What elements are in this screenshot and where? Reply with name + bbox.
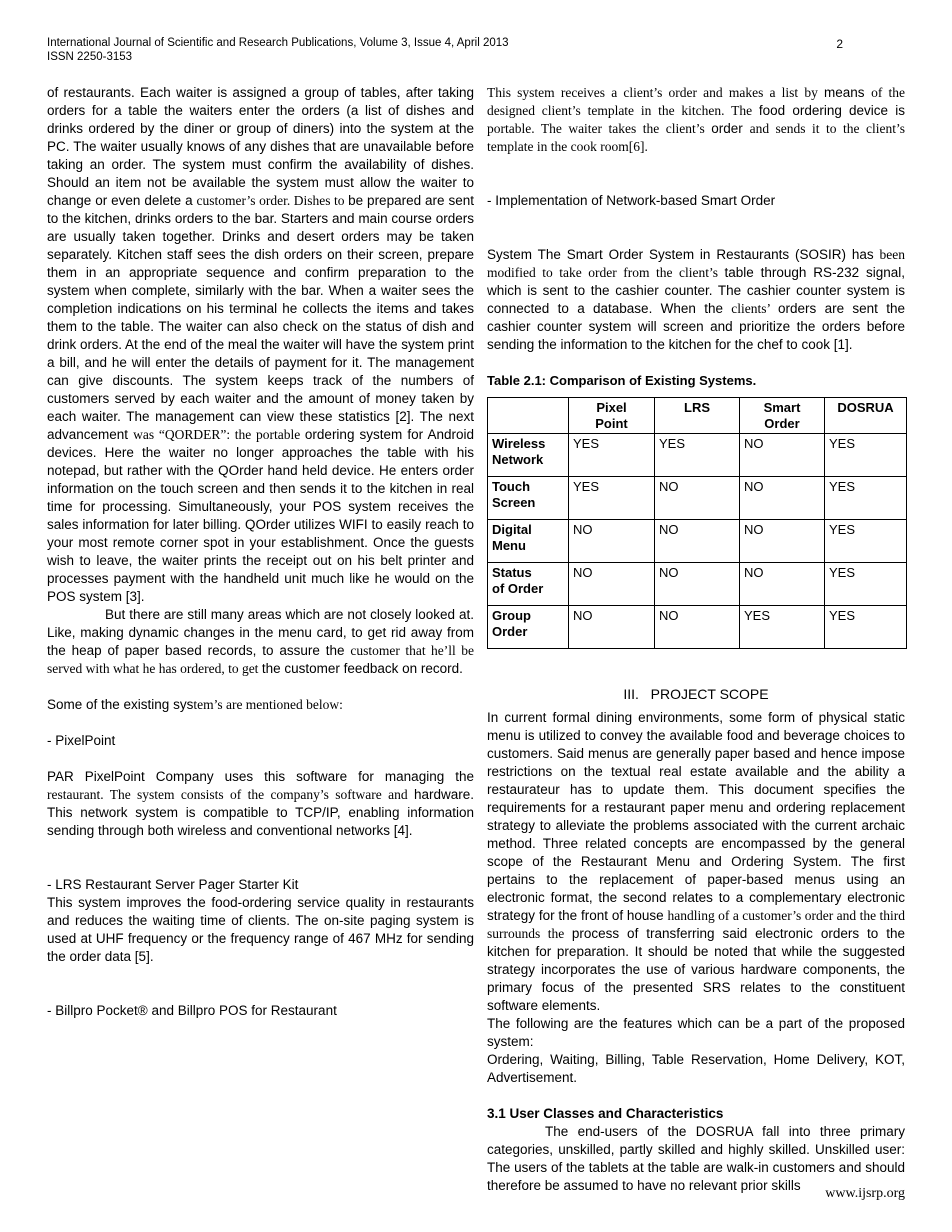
table-header-cell: LRS (655, 398, 740, 434)
table-row (488, 477, 907, 520)
text-run: The following are the features which can be a part of the proposed system: (487, 1016, 905, 1049)
text-run: hardware. This network system is compatible to TCP/IP, enabling information sending through both wireless and conventional networks [4]. (47, 787, 474, 838)
text-run: - Billpro Pocket® and Billpro POS for Restaurant (47, 1003, 337, 1018)
table-cell: NO (569, 563, 655, 606)
table-cell: NO (655, 520, 740, 563)
list-item-billpro (47, 1002, 474, 1020)
right-column (487, 84, 905, 1195)
text-run: been modified to take order from the client’s (487, 247, 905, 280)
table-cell: NO (655, 606, 740, 649)
table-header-cell: Smart Order (740, 398, 825, 434)
table-cell: NO (740, 563, 825, 606)
table-cell: YES (825, 477, 907, 520)
text-run: Table 2.1: Comparison of Existing Systems. (487, 373, 757, 388)
text-run: portable. The waiter takes the client’s (487, 121, 712, 136)
text-run: process of transferring said electronic orders to the kitchen for preparation. It should be noted that while the suggested strategy incorporates the use of various hardware components, the primary focus of the presented SRS relates to the constituent software elements. (487, 926, 905, 1013)
list-item-pixelpoint (47, 732, 474, 750)
section-heading-project-scope (487, 685, 905, 703)
paragraph-project-scope (487, 709, 905, 1015)
table-cell: YES (825, 563, 907, 606)
text-run: ordering system for Android devices. Here the waiter no longer approaches the table with his notepad, but rather with the QOrder hand held device. He enters order information on the touch screen and then sends it to the kitchen in real time for processing. Simultaneously, your POS system receives the sales information for later billing. QOrder utilizes WIFI to easily reach to your most remote corner spot in your establishment. Once the guests wish to leave, the waiter prints the receipt out on his belt printer and processes payment with the handheld unit much like he would on the POS system [3]. (47, 427, 474, 604)
list-item-smart-order (487, 192, 905, 210)
text-run: - PixelPoint (47, 733, 116, 748)
table-row-label: Digital Menu (488, 520, 569, 563)
page-number: 2 (836, 37, 843, 51)
text-run: tem’s are mentioned below: (193, 697, 343, 712)
text-run: This system improves the food-ordering service quality in restaurants and reduces the waiting time of clients. The on-site paging system is used at UHF frequency or the frequency range of 467 MHz for sending the order data [5]. (47, 895, 474, 964)
text-run: food ordering device is (758, 103, 905, 118)
paragraph-user-classes (487, 1123, 905, 1195)
table-cell: NO (569, 520, 655, 563)
subsection-heading-user-classes (487, 1105, 905, 1123)
text-run: III. PROJECT SCOPE (623, 686, 769, 702)
text-run: handling of a customer’s order and the third surrounds the (487, 908, 905, 941)
paragraph-pixelpoint-system (47, 84, 474, 606)
text-run: - LRS Restaurant Server Pager Starter Kit (47, 877, 299, 892)
paragraph-features-list (487, 1051, 905, 1087)
text-run: means (824, 85, 872, 100)
table-cell: YES (569, 477, 655, 520)
table-cell: NO (655, 563, 740, 606)
table-header-cell: DOSRUA (825, 398, 907, 434)
table-header-cell: Pixel Point (569, 398, 655, 434)
text-run: Ordering, Waiting, Billing, Table Reservation, Home Delivery, KOT, Advertisement. (487, 1052, 905, 1085)
table-cell: YES (825, 520, 907, 563)
text-run: table through RS-232 signal, which is sent to the cashier counter. The cashier counter system is connected to a database. When the (487, 265, 905, 316)
text-run: This system receives a client’s order and makes a list by (487, 85, 825, 100)
text-run: - Implementation of Network-based Smart Order (487, 193, 776, 208)
table-row-label: Status of Order (488, 563, 569, 606)
list-item-lrs (47, 876, 474, 894)
table-cell: NO (569, 606, 655, 649)
text-run: order (711, 121, 750, 136)
paragraph-par-pixelpoint (47, 768, 474, 840)
table-row (488, 520, 907, 563)
text-run: orders are sent the cashier counter system will screen and prioritize the orders before sending the information to the kitchen for the chef to cook [1]. (487, 301, 905, 352)
table-row-label: Touch Screen (488, 477, 569, 520)
table-caption (487, 372, 905, 390)
footer-url: www.ijsrp.org (825, 1186, 905, 1201)
paragraph-billpro-description (487, 84, 905, 156)
paragraph-lrs-description (47, 894, 474, 966)
table-cell: NO (740, 477, 825, 520)
table-row (488, 434, 907, 477)
text-run: customer that he’ll be served with what he has ordered, to get (47, 643, 474, 676)
table-cell: NO (740, 520, 825, 563)
table-cell: YES (740, 606, 825, 649)
text-run: of restaurants. Each waiter is assigned a group of tables, after taking orders for a table the waiters enter the orders (a list of dishes and drinks ordered by the diner or group of diners) into the system at the PC. The waiter usually knows of any dishes that are unavailable before taking an order. The system must confirm the availability of dishes. Should an item not be available the system must allow the waiter to change or even delete a (47, 85, 474, 208)
table-cell: NO (740, 434, 825, 477)
text-run: But there are still many areas which are not closely looked at. Like, making dynamic changes in the menu card, to get rid away from the heap of paper based records, to assure the (47, 607, 474, 658)
text-run: PAR PixelPoint Company uses this software for managing the (47, 769, 474, 784)
text-run: Some of the existing sys (47, 697, 194, 712)
table-cell: YES (569, 434, 655, 477)
table-cell: YES (825, 434, 907, 477)
text-run: of the designed client’s template in the kitchen. The (487, 85, 905, 118)
paragraph-existing-systems-intro (47, 696, 474, 714)
journal-title-line: International Journal of Scientific and Research Publications, Volume 3, Issue 4, April 2013 (47, 37, 509, 49)
text-run: the customer feedback on record. (261, 661, 463, 676)
text-run: and sends it to the client’s template in the cook room[6]. (487, 121, 905, 154)
text-run: clients’ (731, 301, 778, 316)
page-header (47, 36, 905, 64)
table-row-label: Wireless Network (488, 434, 569, 477)
paragraph-sosir (487, 246, 905, 354)
table-row-label: Group Order (488, 606, 569, 649)
issn-line: ISSN 2250-3153 (47, 51, 133, 63)
two-column-body (47, 84, 905, 1195)
table-header-cell (488, 398, 569, 434)
table-row (488, 606, 907, 649)
text-run: System The Smart Order System in Restaurants (SOSIR) has (487, 247, 880, 262)
text-run: In current formal dining environments, some form of physical static menu is utilized to convey the available food and beverage choices to customers. Said menus are generally paper based and hence impose restrictions on the textual real estate available and the ability a restaurateur has to update them. This document specifies the requirements for a restaurant paper menu and ordering replacement strategy to alleviate the problems associated with the current archaic method. Three related concepts are encompassed by the general scope of the Restaurant Menu and Ordering System. The first pertains to the replacement of paper-based menus using an electronic format, the second relates to a complementary electronic strategy for the front of house (487, 710, 905, 923)
table-cell: YES (655, 434, 740, 477)
text-run: restaurant. The system consists of the company’s software and (47, 787, 414, 802)
text-run: 3.1 User Classes and Characteristics (487, 1106, 724, 1121)
table-cell: YES (825, 606, 907, 649)
table-row (488, 563, 907, 606)
left-column (47, 84, 474, 1195)
text-run: The end-users of the DOSRUA fall into three primary categories, unskilled, partly skilled and highly skilled. Unskilled user: The users of the tablets at the table are walk-in customers and should therefore be assumed to have no relevant prior skills (487, 1124, 905, 1193)
paragraph-features-intro (487, 1015, 905, 1051)
text-run: was “QORDER”: the portable (133, 427, 305, 442)
text-run: be prepared are sent to the kitchen, drinks orders to the bar. Starters and main course orders are usually taken together. Drinks and desert orders may be taken separately. Kitchen staff sees the dish orders on their screen, prepare them in an appropriate sequence and confirm preparation to the system when complete, similarly with the bar. When a waiter sees the completion indications on his terminal he collects the items and takes them to the table. The waiter can also check on the status of dish and drink orders. At the end of the meal the waiter will have the system print a bill, and he will enter the details of payment for it. The management can give discounts. The system keeps track of the numbers of customers served by each waiter and the amount of money taken by each waiter. The management can view these statistics [2]. The next advancement (47, 193, 474, 442)
table-cell: NO (655, 477, 740, 520)
paragraph-areas-not-closely-looked (47, 606, 474, 678)
comparison-table (487, 397, 907, 649)
text-run: customer’s order. Dishes to (196, 193, 349, 208)
